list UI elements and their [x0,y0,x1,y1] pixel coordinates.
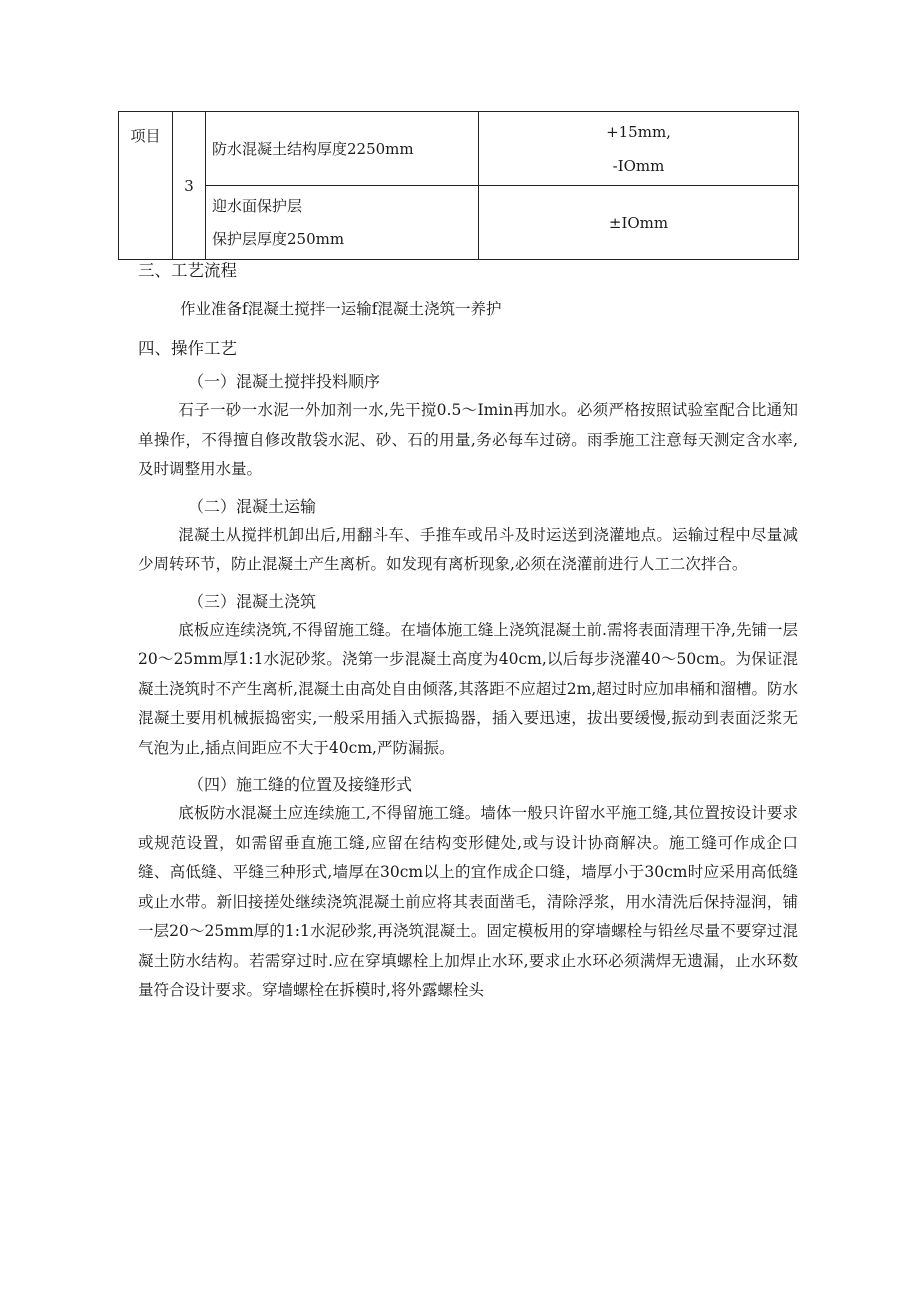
table-row [119,186,799,260]
spec-table [118,111,799,260]
paragraph-pouring: 底板应连续浇筑,不得留施工缝。在墙体施工缝上浇筑混凝土前.需将表面清理干净,先铺一层20～25mm厚1:1水泥砂浆。浇第一步混凝土高度为40cm,以后每步浇灌40～50cm。为保证混凝土浇筑时不产生离析,混凝土由高处自由倾落,其落距不应超过2m,超过时应加串桶和溜槽。防水混凝土要用机械振捣密实,一般采用插入式振捣器，插入要迅速，拔出要缓慢,振动到表面泛浆无气泡为止,插点间距应不大于40cm,严防漏振。 [138,620,798,757]
subsection-title-mixing: （一）混凝土搅拌投料顺序 [188,372,381,391]
thickness-desc-cell: 防水混凝土结构厚度2250mm [206,112,479,186]
protection-desc-cell [206,186,479,260]
section-heading-process: 三、工艺流程 [138,261,237,280]
paragraph-transport: 混凝土从搅拌机卸出后,用翻斗车、手推车或吊斗及时运送到浇灌地点。运输过程中尽量减少周转环节，防止混凝土产生离析。如发现有离析现象,必须在浇灌前进行人工二次拌合。 [138,525,798,573]
section-heading-operation: 四、操作工艺 [138,339,237,358]
process-flow: 作业准备f混凝土搅拌一运输f混凝土浇筑一养护 [180,300,502,318]
tolerance-plus: +15mm, [606,122,671,141]
protection-tolerance-cell: ±IOmm [479,186,799,260]
document-body [138,257,798,1006]
row-number-cell: 3 [173,112,206,260]
tolerance-minus: -IOmm [612,156,665,175]
thickness-tolerance-cell [479,112,799,186]
paragraph-mixing: 石子一砂一水泥一外加剂一水,先干搅0.5～Imin再加水。必须严格按照试验室配合比通知单操作，不得擅自修改散袋水泥、砂、石的用量,务必每车过磅。雨季施工注意每天测定含水率,及时调整用水量。 [138,401,798,478]
protection-thickness: 保护层厚度250mm [212,229,345,248]
subsection-title-pouring: （三）混凝土浇筑 [188,591,317,611]
protection-label: 迎水面保护层 [212,196,303,215]
paragraph-joints: 底板防水混凝土应连续施工,不得留施工缝。墙体一般只许留水平施工缝,其位置按设计要求或规范设置，如需留垂直施工缝,应留在结构变形健处,或与设计协商解决。施工缝可作成企口缝、高低缝、平缝三种形式,墙厚在30cm以上的宜作成企口缝，墙厚小于30cm时应采用高低缝或止水带。新旧接搓处继续浇筑混凝土前应将其表面凿毛，清除浮浆，用水清洗后保持湿润，铺一层20～25mm厚的1:1水泥砂浆,再浇筑混凝土。固定模板用的穿墙螺栓与铅丝尽量不要穿过混凝土防水结构。若需穿过时.应在穿填螺栓上加焊止水环,要求止水环必须满焊无遗漏，止水环数量符合设计要求。穿墙螺栓在拆模时,将外露螺栓头 [138,804,798,999]
subsection-title-transport: （二）混凝土运输 [188,496,317,516]
table-row [119,112,799,186]
item-label-cell: 项目 [119,112,173,260]
subsection-title-joints: （四）施工缝的位置及接缝形式 [188,775,413,794]
